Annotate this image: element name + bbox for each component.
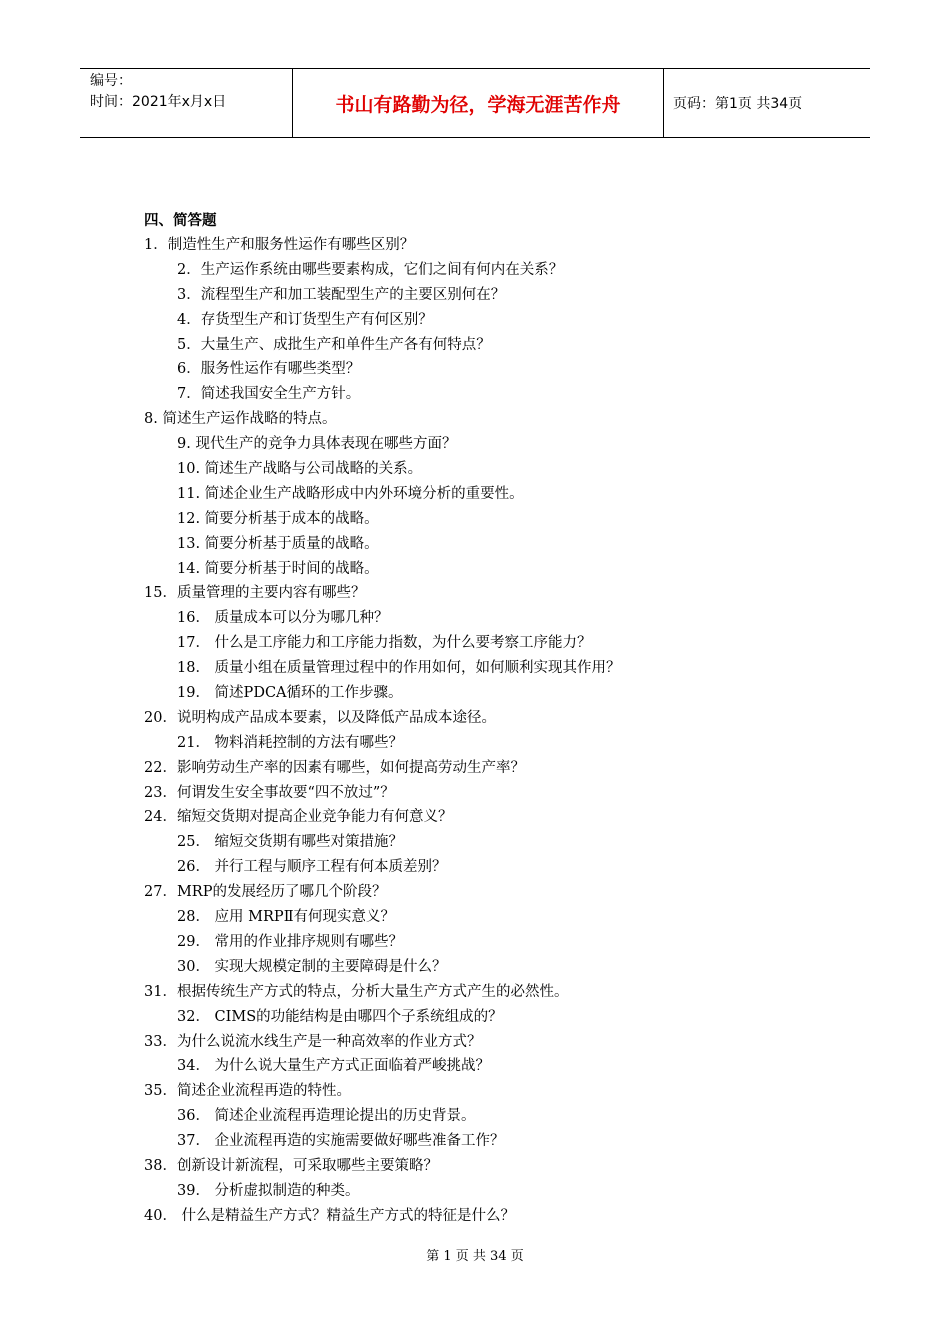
question-item: 36． 简述企业流程再造理论提出的历史背景。 — [177, 1108, 476, 1125]
question-item: 27．MRP的发展经历了哪几个阶段？ — [144, 884, 387, 901]
question-item: 24．缩短交货期对提高企业竞争能力有何意义？ — [144, 809, 453, 826]
header-motto: 书山有路勤为径，学海无涯苦作舟 — [293, 69, 664, 137]
question-list — [144, 233, 844, 1229]
section-title: 四、简答题 — [144, 213, 217, 229]
question-item: 21． 物料消耗控制的方法有哪些？ — [177, 734, 404, 751]
question-item: 33．为什么说流水线生产是一种高效率的作业方式？ — [144, 1033, 482, 1050]
question-item: 16． 质量成本可以分为哪几种？ — [177, 610, 389, 627]
question-item: 31．根据传统生产方式的特点，分析大量生产方式产生的必然性。 — [144, 983, 569, 1000]
question-item: 39． 分析虚拟制造的种类。 — [177, 1182, 360, 1199]
question-item: 20．说明构成产品成本要素，以及降低产品成本途径。 — [144, 709, 496, 726]
question-item: 4．存货型生产和订货型生产有何区别？ — [177, 311, 433, 328]
question-item: 40． 什么是精益生产方式？精益生产方式的特征是什么？ — [144, 1207, 516, 1224]
question-item: 35．简述企业流程再造的特性。 — [144, 1083, 351, 1100]
question-item: 32． CIMS的功能结构是由哪四个子系统组成的？ — [177, 1008, 503, 1025]
question-item: 29． 常用的作业排序规则有哪些？ — [177, 933, 404, 950]
question-item: 19． 简述PDCA循环的工作步骤。 — [177, 685, 403, 702]
question-item: 28． 应用 MRPⅡ有何现实意义？ — [177, 909, 396, 926]
question-item: 17． 什么是工序能力和工序能力指数，为什么要考察工序能力？ — [177, 635, 592, 652]
question-item: 12. 简要分析基于成本的战略。 — [177, 510, 379, 527]
question-item: 5．大量生产、成批生产和单件生产各有何特点？ — [177, 336, 491, 353]
question-item: 37． 企业流程再造的实施需要做好哪些准备工作？ — [177, 1133, 505, 1150]
question-item: 30． 实现大规模定制的主要障碍是什么？ — [177, 958, 447, 975]
question-item: 9. 现代生产的竞争力具体表现在哪些方面？ — [177, 436, 457, 453]
question-item: 34． 为什么说大量生产方式正面临着严峻挑战？ — [177, 1058, 491, 1075]
number-label: 编号： — [90, 73, 132, 89]
header-page-info: 页码：第1页 共34页 — [673, 96, 803, 112]
question-item: 8. 简述生产运作战略的特点。 — [144, 411, 337, 428]
date-label: 时间：2021年x月x日 — [90, 94, 227, 110]
question-item: 10. 简述生产战略与公司战略的关系。 — [177, 461, 423, 478]
question-item: 11. 简述企业生产战略形成中内外环境分析的重要性。 — [177, 485, 524, 502]
question-item: 15．质量管理的主要内容有哪些？ — [144, 585, 366, 602]
question-item: 23．何谓发生安全事故要“四不放过”？ — [144, 784, 395, 801]
question-item: 2．生产运作系统由哪些要素构成，它们之间有何内在关系？ — [177, 261, 564, 278]
question-item: 25． 缩短交货期有哪些对策措施？ — [177, 834, 404, 851]
document-body — [144, 209, 844, 1229]
question-item: 3．流程型生产和加工装配型生产的主要区别何在？ — [177, 286, 506, 303]
question-item: 18． 质量小组在质量管理过程中的作用如何，如何顺利实现其作用？ — [177, 660, 621, 677]
question-item: 1．制造性生产和服务性运作有哪些区别？ — [144, 237, 415, 253]
page-footer: 第 1 页 共 34 页 — [426, 1249, 524, 1264]
question-item: 14. 简要分析基于时间的战略。 — [177, 560, 379, 577]
question-item: 6．服务性运作有哪些类型？ — [177, 361, 361, 378]
page-header — [80, 68, 870, 138]
header-meta — [80, 69, 293, 137]
question-item: 13. 简要分析基于质量的战略。 — [177, 535, 379, 552]
question-item: 22．影响劳动生产率的因素有哪些，如何提高劳动生产率？ — [144, 759, 525, 776]
question-item: 26． 并行工程与顺序工程有何本质差别？ — [177, 859, 447, 876]
question-item: 38．创新设计新流程，可采取哪些主要策略？ — [144, 1157, 438, 1174]
question-item: 7．简述我国安全生产方针。 — [177, 386, 361, 403]
